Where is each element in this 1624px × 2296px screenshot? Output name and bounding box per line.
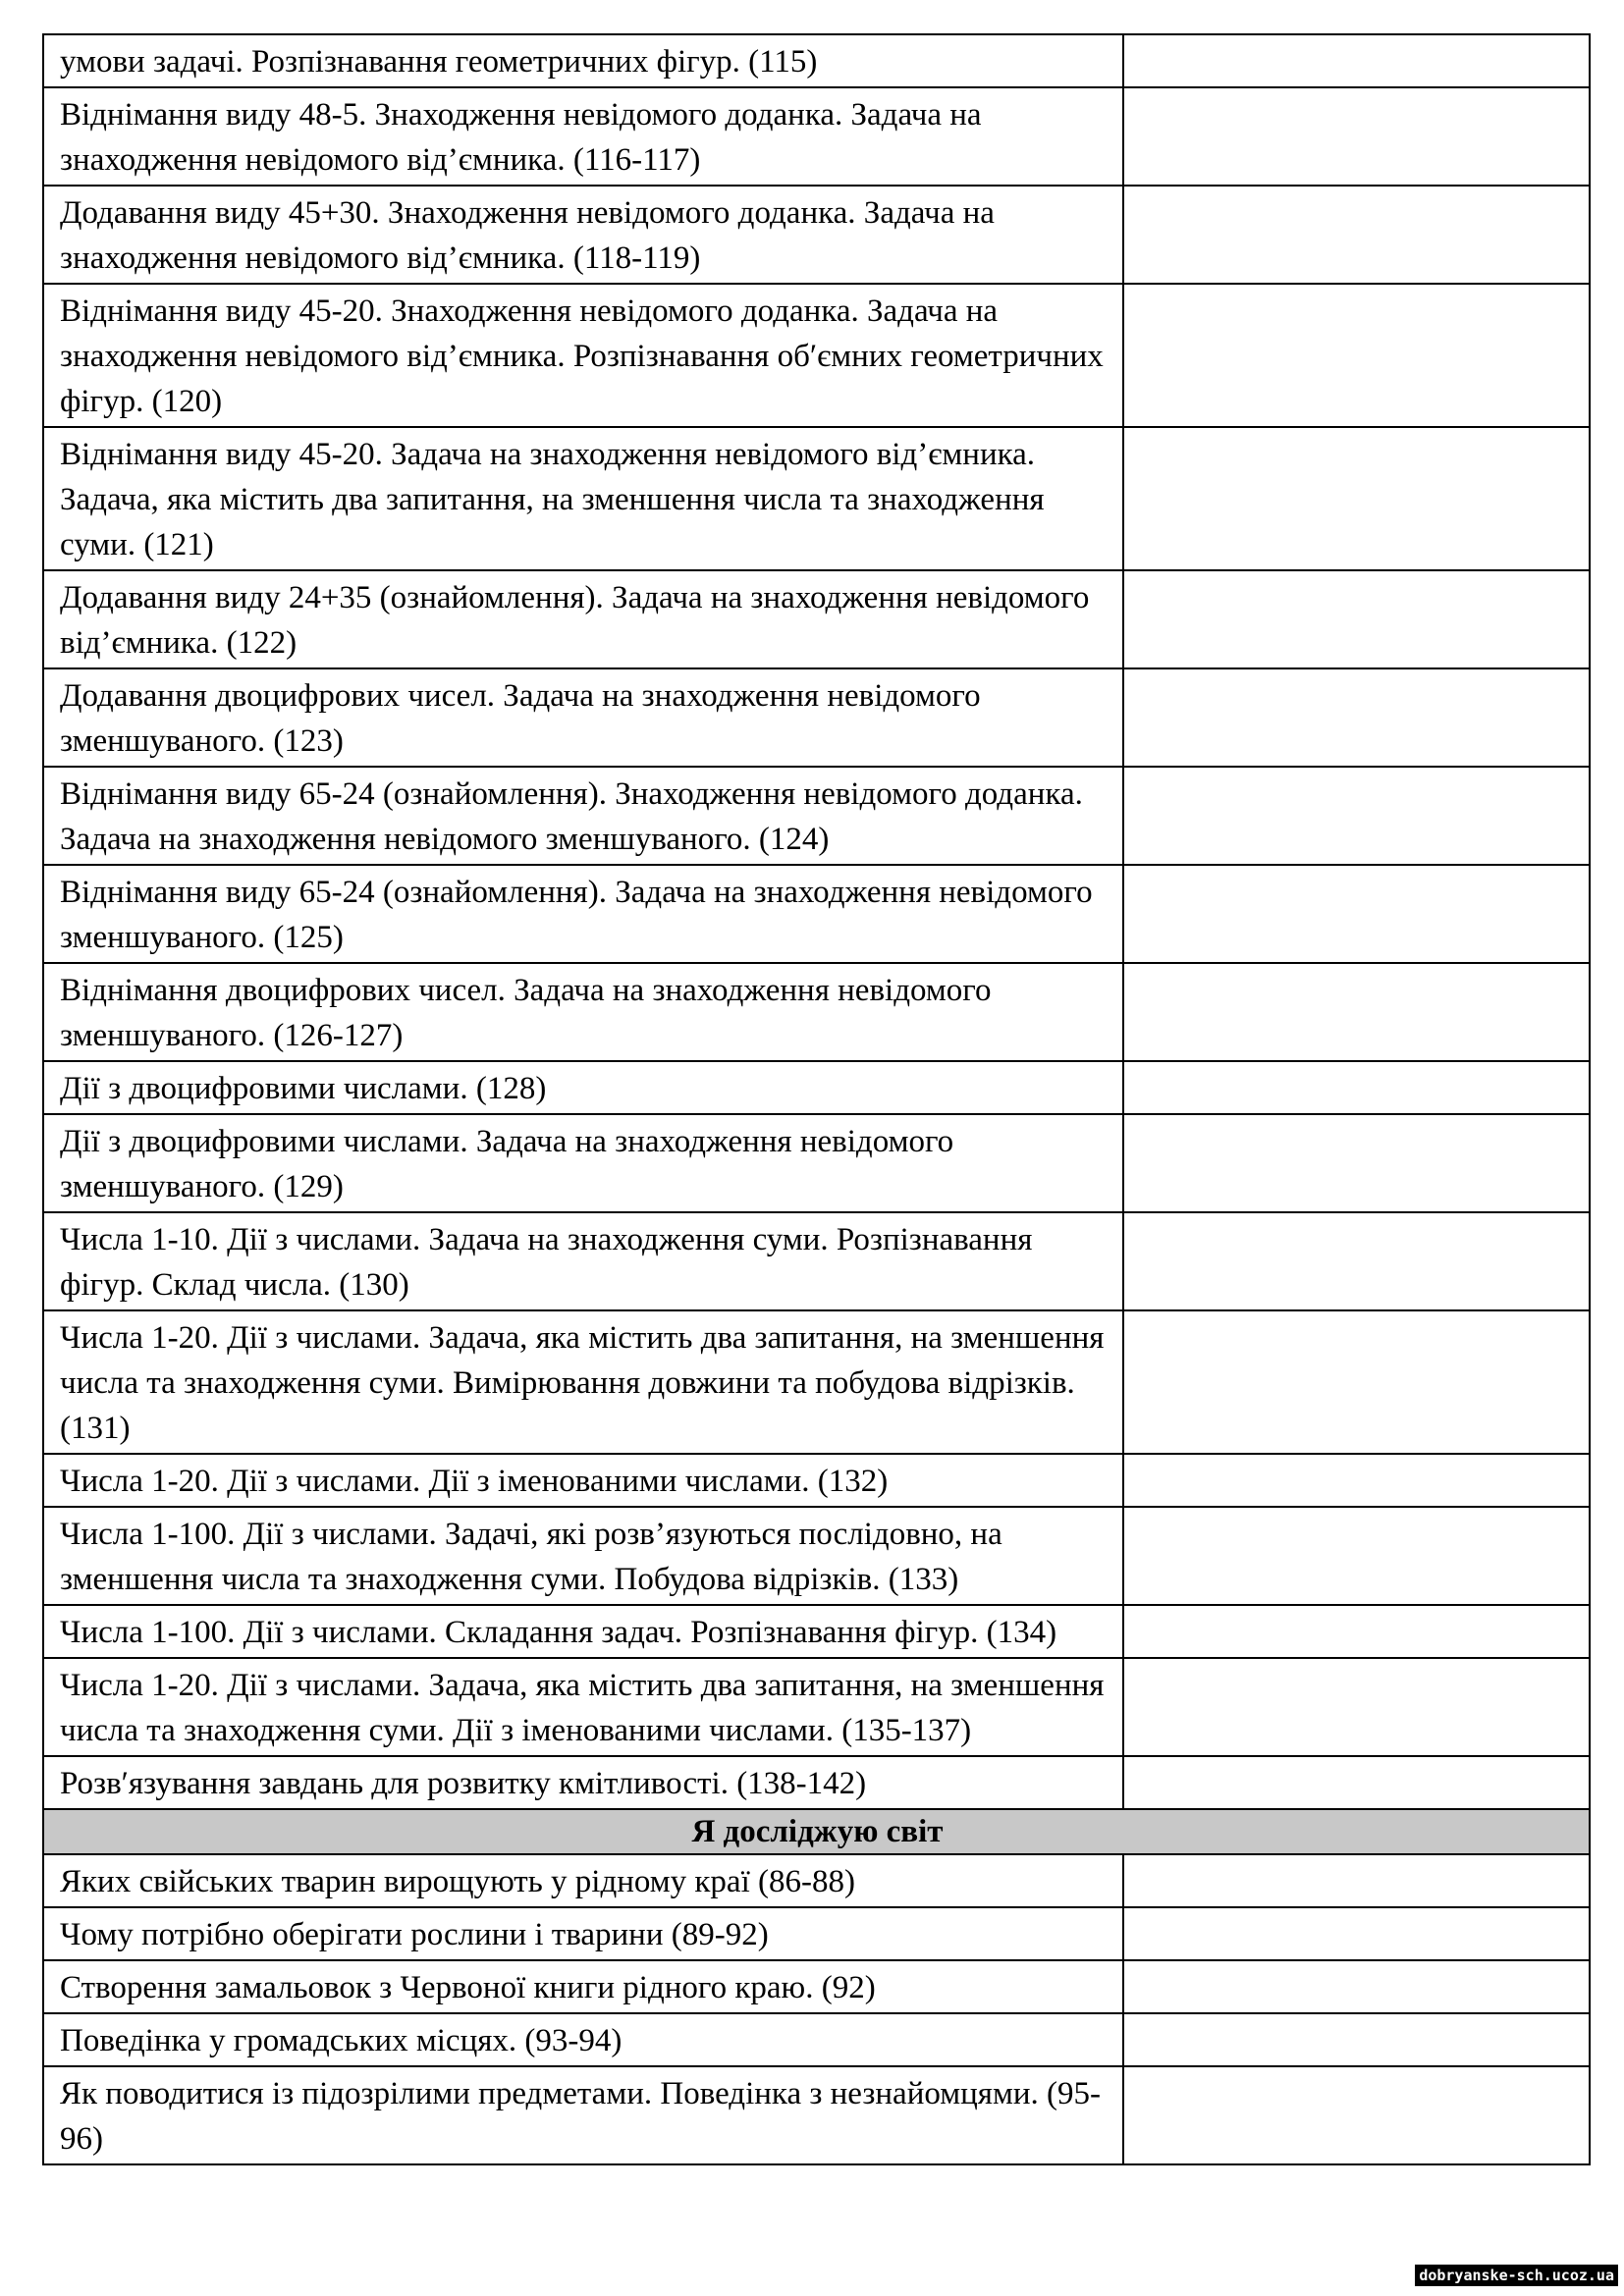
lesson-note-cell (1123, 1960, 1590, 2013)
table-row (43, 427, 1590, 570)
table-row (43, 1756, 1590, 1809)
lesson-note-cell (1123, 2066, 1590, 2164)
table-row (43, 1454, 1590, 1507)
lesson-topic-cell: Числа 1-20. Дії з числами. Задача, яка містить два запитання, на зменшення числа та знаходження суми. Дії з іменованими числами. (135-137) (43, 1658, 1123, 1756)
lesson-note-cell (1123, 1114, 1590, 1212)
table-row (43, 1114, 1590, 1212)
lesson-topic-cell: Поведінка у громадських місцях. (93-94) (43, 2013, 1123, 2066)
table-row (43, 570, 1590, 668)
lesson-note-cell (1123, 1605, 1590, 1658)
lesson-topic-cell: Яких свійських тварин вирощують у рідному краї (86-88) (43, 1854, 1123, 1907)
table-row (43, 865, 1590, 963)
lesson-topic-cell: Віднімання виду 65-24 (ознайомлення). Задача на знаходження невідомого зменшуваного. (125) (43, 865, 1123, 963)
lesson-note-cell (1123, 1907, 1590, 1960)
lesson-topic-cell: Як поводитися із підозрілими предметами. Поведінка з незнайомцями. (95-96) (43, 2066, 1123, 2164)
lesson-note-cell (1123, 1507, 1590, 1605)
lesson-note-cell (1123, 1454, 1590, 1507)
table-row (43, 1605, 1590, 1658)
lesson-plan-table (42, 33, 1591, 2165)
lesson-topic-cell: Додавання двоцифрових чисел. Задача на знаходження невідомого зменшуваного. (123) (43, 668, 1123, 767)
lesson-note-cell (1123, 284, 1590, 427)
table-row (43, 1061, 1590, 1114)
lesson-topic-cell: Додавання виду 45+30. Знаходження невідомого доданка. Задача на знаходження невідомого від’ємника. (118-119) (43, 186, 1123, 284)
lesson-topic-cell: Розв′язування завдань для розвитку кмітливості. (138-142) (43, 1756, 1123, 1809)
lesson-note-cell (1123, 87, 1590, 186)
lesson-topic-cell: Числа 1-20. Дії з числами. Задача, яка містить два запитання, на зменшення числа та знаходження суми. Вимірювання довжини та побудова відрізків. (131) (43, 1310, 1123, 1454)
table-row (43, 186, 1590, 284)
lesson-topic-cell: умови задачі. Розпізнавання геометричних фігур. (115) (43, 34, 1123, 87)
lesson-topic-cell: Дії з двоцифровими числами. (128) (43, 1061, 1123, 1114)
lesson-topic-cell: Віднімання виду 48-5. Знаходження невідомого доданка. Задача на знаходження невідомого від’ємника. (116-117) (43, 87, 1123, 186)
lesson-note-cell (1123, 1756, 1590, 1809)
lesson-note-cell (1123, 2013, 1590, 2066)
lesson-topic-cell: Віднімання виду 45-20. Задача на знаходження невідомого від’ємника. Задача, яка містить два запитання, на зменшення числа та знаходження суми. (121) (43, 427, 1123, 570)
lesson-note-cell (1123, 1061, 1590, 1114)
table-row (43, 1212, 1590, 1310)
section-title: Я досліджую світ (43, 1809, 1590, 1854)
table-row (43, 668, 1590, 767)
lesson-note-cell (1123, 1854, 1590, 1907)
site-watermark: dobryanske-sch.ucoz.ua (1415, 2265, 1618, 2286)
lesson-topic-cell: Додавання виду 24+35 (ознайомлення). Задача на знаходження невідомого від’ємника. (122) (43, 570, 1123, 668)
lesson-topic-cell: Чому потрібно оберігати рослини і тварини (89-92) (43, 1907, 1123, 1960)
table-row (43, 87, 1590, 186)
lesson-note-cell (1123, 427, 1590, 570)
table-row (43, 963, 1590, 1061)
table-row (43, 284, 1590, 427)
lesson-note-cell (1123, 570, 1590, 668)
table-row (43, 2066, 1590, 2164)
lesson-note-cell (1123, 1212, 1590, 1310)
lesson-plan-table-body (43, 34, 1590, 2164)
lesson-topic-cell: Віднімання виду 65-24 (ознайомлення). Знаходження невідомого доданка. Задача на знаходження невідомого зменшуваного. (124) (43, 767, 1123, 865)
lesson-topic-cell: Віднімання виду 45-20. Знаходження невідомого доданка. Задача на знаходження невідомого від’ємника. Розпізнавання об′ємних геометричних фігур. (120) (43, 284, 1123, 427)
lesson-note-cell (1123, 668, 1590, 767)
lesson-note-cell (1123, 1658, 1590, 1756)
table-row (43, 1507, 1590, 1605)
section-header-row (43, 1809, 1590, 1854)
lesson-topic-cell: Створення замальовок з Червоної книги рідного краю. (92) (43, 1960, 1123, 2013)
lesson-topic-cell: Числа 1-10. Дії з числами. Задача на знаходження суми. Розпізнавання фігур. Склад числа. (130) (43, 1212, 1123, 1310)
lesson-topic-cell: Віднімання двоцифрових чисел. Задача на знаходження невідомого зменшуваного. (126-127) (43, 963, 1123, 1061)
lesson-topic-cell: Числа 1-100. Дії з числами. Складання задач. Розпізнавання фігур. (134) (43, 1605, 1123, 1658)
table-row (43, 2013, 1590, 2066)
lesson-note-cell (1123, 963, 1590, 1061)
lesson-note-cell (1123, 865, 1590, 963)
table-row (43, 1658, 1590, 1756)
lesson-note-cell (1123, 1310, 1590, 1454)
table-row (43, 1960, 1590, 2013)
lesson-topic-cell: Числа 1-100. Дії з числами. Задачі, які розв’язуються послідовно, на зменшення числа та знаходження суми. Побудова відрізків. (133) (43, 1507, 1123, 1605)
table-row (43, 1310, 1590, 1454)
lesson-note-cell (1123, 34, 1590, 87)
table-row (43, 34, 1590, 87)
lesson-topic-cell: Дії з двоцифровими числами. Задача на знаходження невідомого зменшуваного. (129) (43, 1114, 1123, 1212)
lesson-topic-cell: Числа 1-20. Дії з числами. Дії з іменованими числами. (132) (43, 1454, 1123, 1507)
table-row (43, 1854, 1590, 1907)
lesson-note-cell (1123, 186, 1590, 284)
lesson-note-cell (1123, 767, 1590, 865)
table-row (43, 767, 1590, 865)
table-row (43, 1907, 1590, 1960)
